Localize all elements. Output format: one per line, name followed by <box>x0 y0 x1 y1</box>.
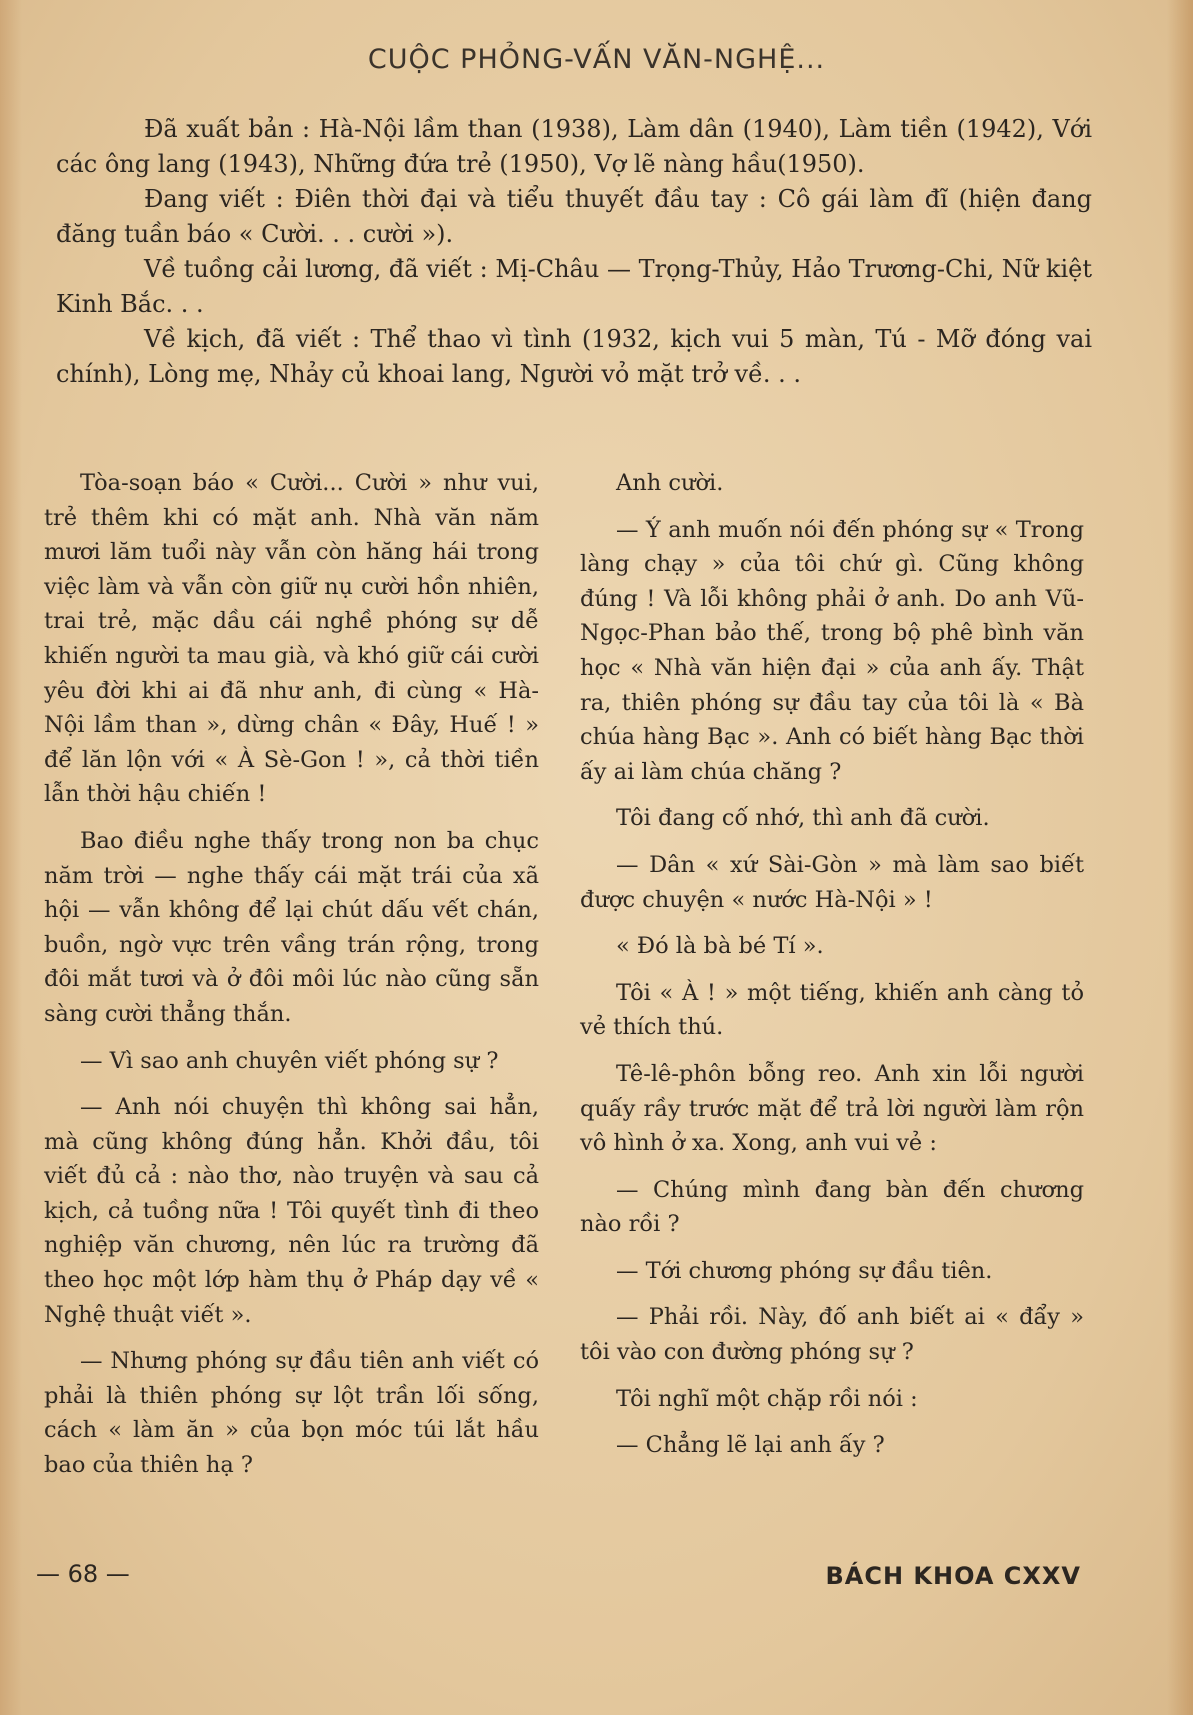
page-edge-left <box>0 0 22 1715</box>
paragraph: — Anh nói chuyện thì không sai hẳn, mà cũng không đúng hẳn. Khởi đầu, tôi viết đủ cả : nào thơ, nào truyện và sau cả kịch, cả tuồng nữa ! Tôi quyết tình đi theo nghiệp văn chương, nên lúc ra trường đã theo học một lớp hàm thụ ở Pháp dạy về « Nghệ thuật viết ». <box>44 1094 539 1328</box>
paragraph: — Dân « xứ Sài-Gòn » mà làm sao biết được chuyện « nước Hà-Nội » ! <box>580 851 1084 913</box>
paragraph: Tôi « À ! » một tiếng, khiến anh càng tỏ vẻ thích thú. <box>580 979 1084 1041</box>
paragraph: — Tới chương phóng sự đầu tiên. <box>616 1257 993 1284</box>
left-column <box>44 466 539 1495</box>
works-in-progress: Đang viết : Điên thời đại và tiểu thuyết đầu tay : Cô gái làm đĩ (hiện đang đăng tuần báo « Cười. . . cười »). <box>56 185 1092 248</box>
right-column <box>580 466 1084 1475</box>
paragraph: — Phải rồi. Này, đố anh biết ai « đẩy » tôi vào con đường phóng sự ? <box>580 1304 1084 1366</box>
paragraph: Bao điều nghe thấy trong non ba chục năm trời — nghe thấy cái mặt trái của xã hội — vẫn không để lại chút dấu vết chán, buồn, ngờ vực trên vầng trán rộng, trong đôi mắt tươi và ở đôi môi lúc nào cũng sẵn sàng cười thẳng thắn. <box>44 827 539 1027</box>
drama-works: Về kịch, đã viết : Thể thao vì tình (1932, kịch vui 5 màn, Tú - Mỡ đóng vai chính), Lòng mẹ, Nhảy củ khoai lang, Người vỏ mặt trở về. . . <box>56 325 1092 388</box>
paragraph: Tôi nghĩ một chặp rồi nói : <box>616 1385 918 1412</box>
paragraph: Tòa-soạn báo « Cười... Cười » như vui, trẻ thêm khi có mặt anh. Nhà văn năm mươi lăm tuổi này vẫn còn hăng hái trong việc làm và vẫn còn giữ nụ cười hồn nhiên, trai trẻ, mặc dầu cái nghề phóng sự dễ khiến người ta mau già, và khó giữ cái cười yêu đời khi ai đã như anh, đi cùng « Hà-Nội lầm than », dừng chân « Đây, Huế ! » để lăn lộn với « À Sè-Gon ! », cả thời tiền lẫn thời hậu chiến ! <box>44 470 539 808</box>
bibliography-intro <box>56 112 1092 392</box>
page-number: — 68 — <box>36 1560 130 1588</box>
running-header: CUỘC PHỎNG-VẤN VĂN-NGHỆ... <box>367 44 826 75</box>
paragraph: Tê-lê-phôn bỗng reo. Anh xin lỗi người quấy rầy trước mặt để trả lời người làm rộn vô hình ở xa. Xong, anh vui vẻ : <box>580 1060 1084 1157</box>
paragraph: — Chẳng lẽ lại anh ấy ? <box>616 1432 885 1459</box>
paragraph: — Vì sao anh chuyên viết phóng sự ? <box>80 1047 499 1074</box>
page-edge-right <box>1167 0 1193 1715</box>
paragraph: — Chúng mình đang bàn đến chương nào rồi ? <box>580 1176 1084 1238</box>
published-works: Đã xuất bản : Hà-Nội lầm than (1938), Làm dân (1940), Làm tiền (1942), Với các ông lang (1943), Những đứa trẻ (1950), Vợ lẽ nàng hầu(1950). <box>56 115 1092 178</box>
paragraph: — Nhưng phóng sự đầu tiên anh viết có phải là thiên phóng sự lột trần lối sống, cách « làm ăn » của bọn móc túi lắt hầu bao của thiên hạ ? <box>44 1348 539 1479</box>
paragraph: — Ý anh muốn nói đến phóng sự « Trong làng chạy » của tôi chứ gì. Cũng không đúng ! Và lỗi không phải ở anh. Do anh Vũ-Ngọc-Phan bảo thế, trong bộ phê bình văn học « Nhà văn hiện đại » của anh ấy. Thật ra, thiên phóng sự đầu tay của tôi là « Bà chúa hàng Bạc ». Anh có biết hàng Bạc thời ấy ai làm chúa chăng ? <box>580 516 1084 785</box>
cai-luong-works: Về tuồng cải lương, đã viết : Mị-Châu — Trọng-Thủy, Hảo Trương-Chi, Nữ kiệt Kinh Bắc. . . <box>56 255 1092 318</box>
paragraph: « Đó là bà bé Tí ». <box>616 933 824 960</box>
publication-name: BÁCH KHOA CXXV <box>825 1562 1081 1590</box>
paragraph: Tôi đang cố nhớ, thì anh đã cười. <box>616 805 990 832</box>
paragraph: Anh cười. <box>616 470 724 496</box>
